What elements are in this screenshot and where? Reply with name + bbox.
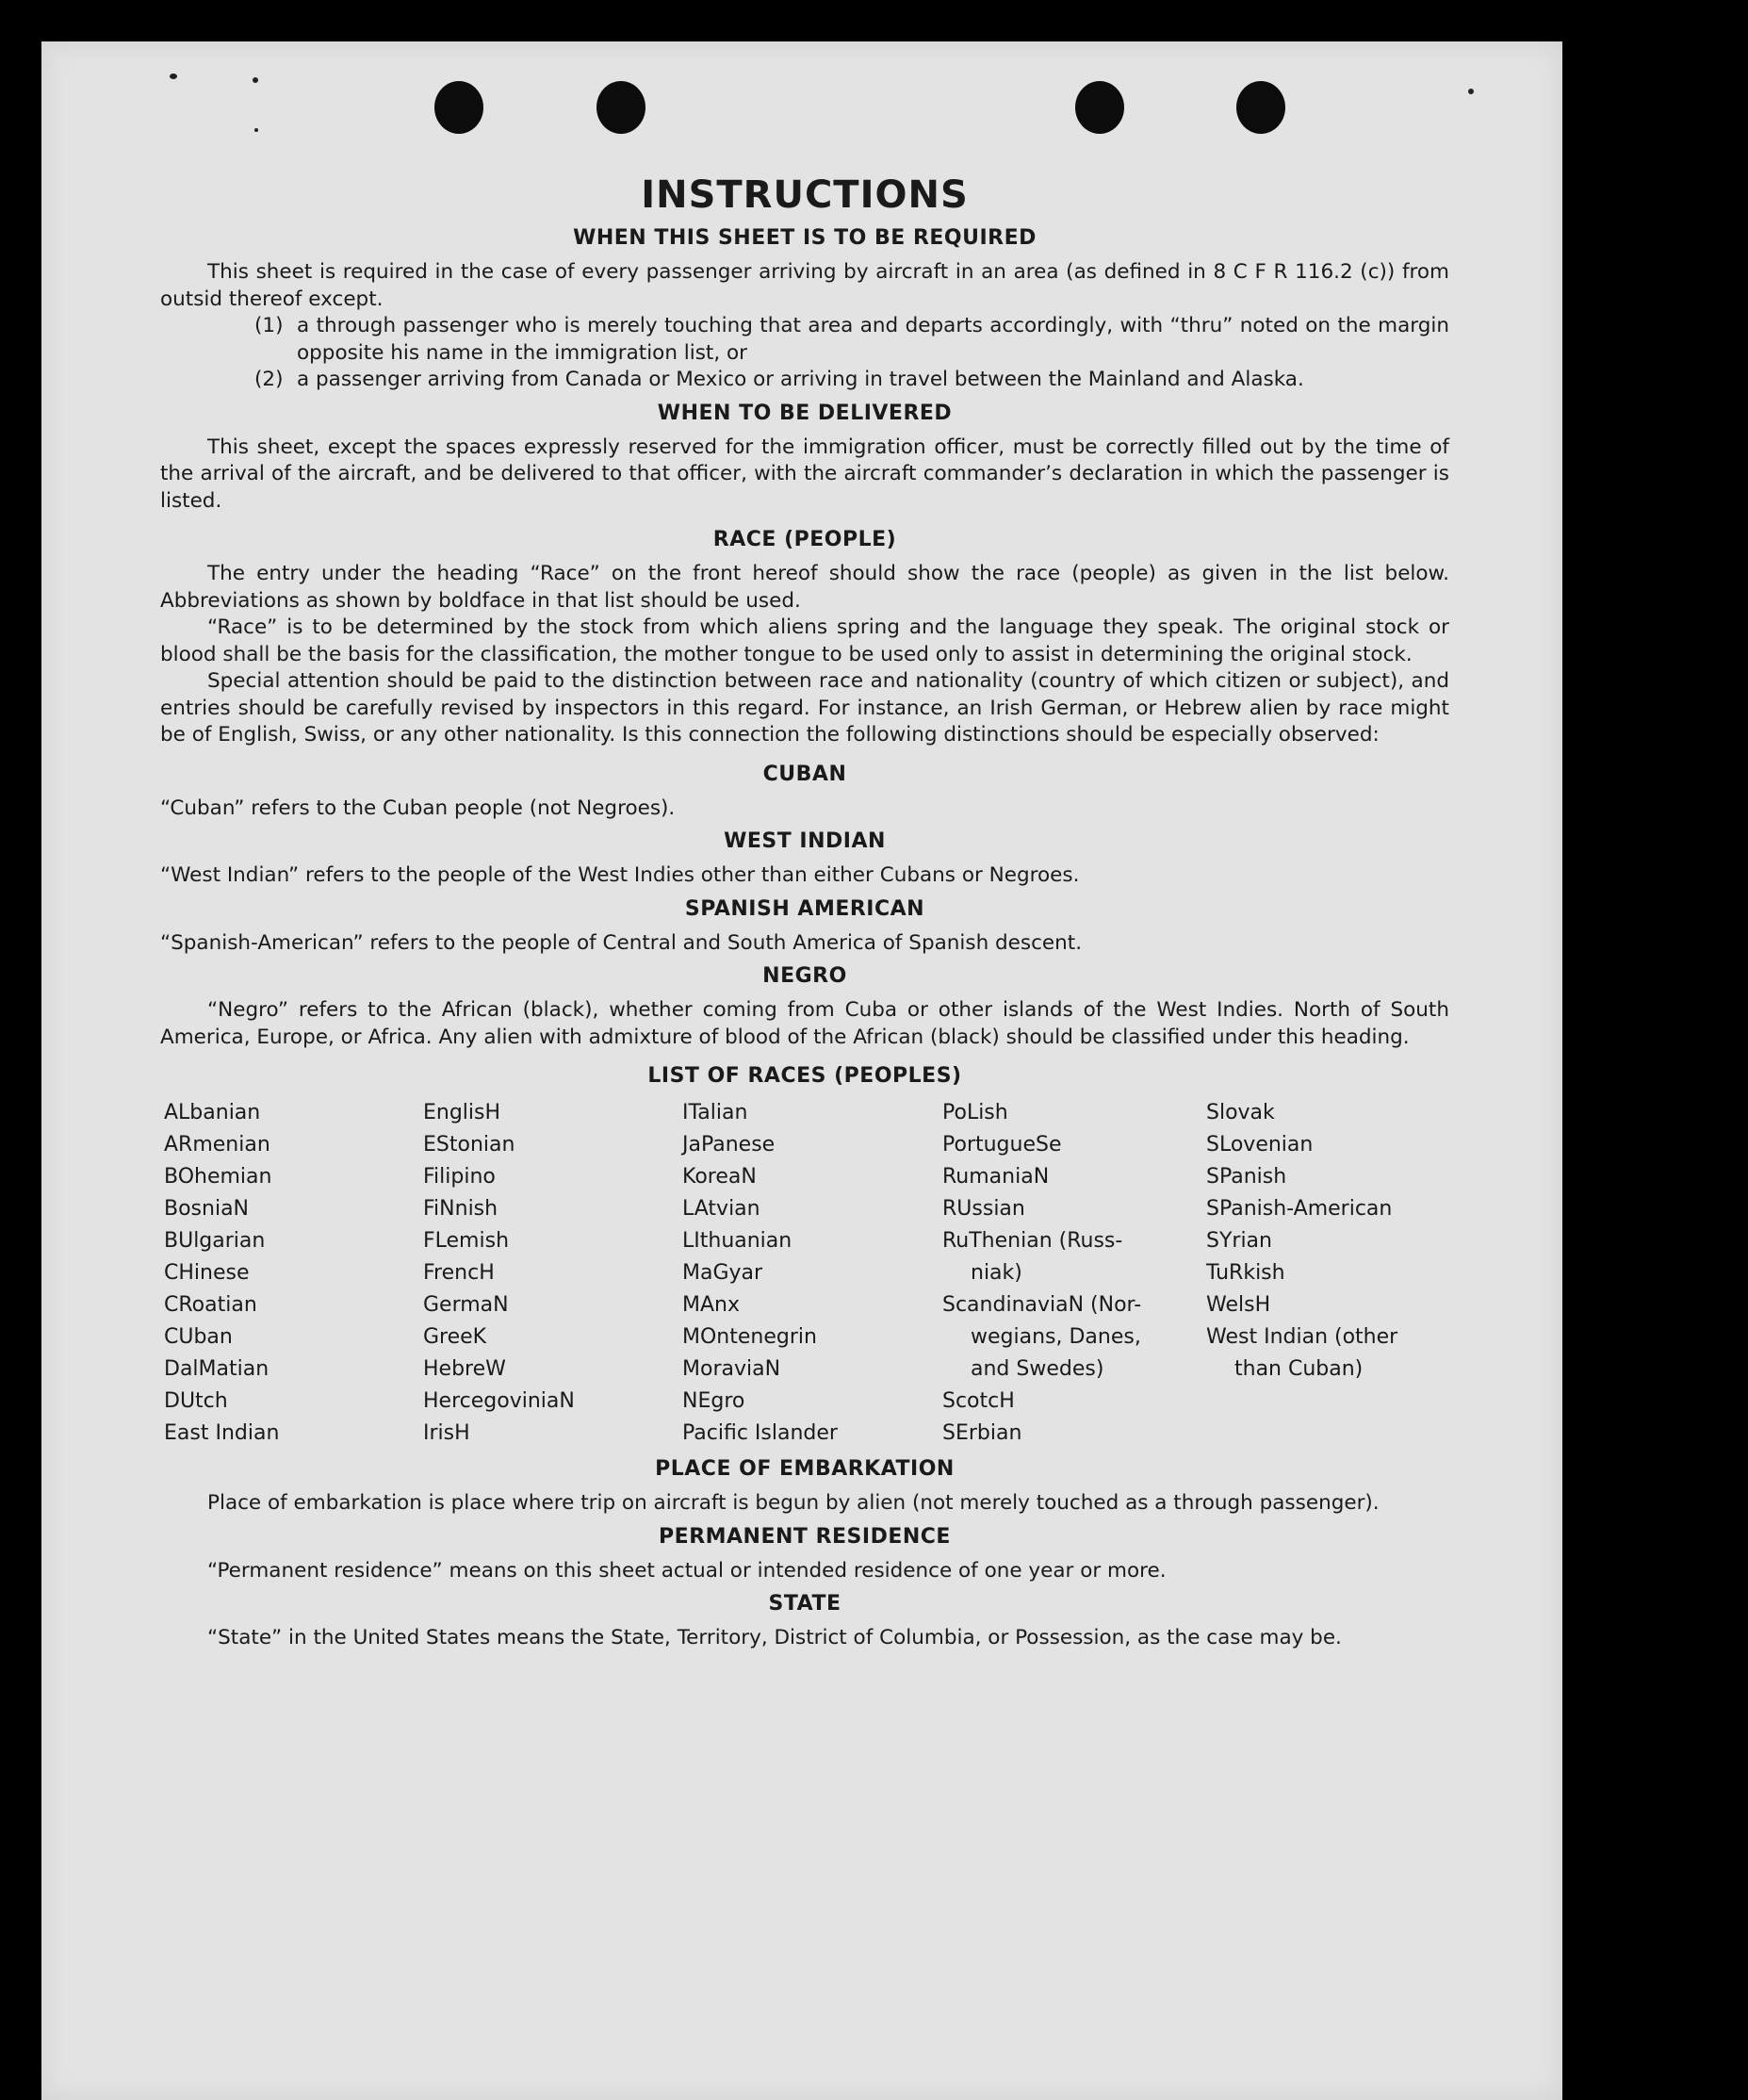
section-heading: CUBAN: [762, 762, 847, 786]
paragraph: “State” in the United States means the State, Territory, District of Columbia, or Possession, as the case may be.: [207, 1626, 1342, 1649]
race-item: SLovenian: [1206, 1133, 1314, 1157]
punch-hole: [1236, 81, 1285, 134]
race-item: SYrian: [1206, 1229, 1272, 1253]
race-item: FrencH: [423, 1261, 495, 1285]
paragraph: This sheet, except the spaces expressly reserved for the immigration officer, must be correctly filled out by the time of the arrival of the aircraft, and be delivered to that officer, with the aircraft commander’s declaration in which the passenger is listed.: [160, 435, 1449, 513]
section-heading: WHEN TO BE DELIVERED: [657, 401, 953, 425]
race-item: EStonian: [423, 1133, 515, 1157]
race-item: CHinese: [164, 1261, 250, 1285]
ink-speck: [1468, 89, 1474, 94]
race-item: PoLish: [942, 1101, 1008, 1124]
race-item: ScotcH: [942, 1389, 1015, 1413]
item-number: (2): [254, 368, 284, 391]
item-number: (1): [254, 314, 284, 337]
race-item: HercegoviniaN: [423, 1389, 575, 1413]
section-heading: PLACE OF EMBARKATION: [655, 1457, 955, 1481]
race-item: WelsH: [1206, 1293, 1271, 1317]
instructions-content: [160, 173, 1449, 1652]
race-item: JaPanese: [682, 1133, 776, 1157]
race-list: [164, 1097, 1449, 1450]
race-item: ARmenian: [164, 1133, 270, 1157]
punch-hole: [596, 81, 645, 134]
race-column: [1206, 1097, 1461, 1450]
race-item: MOntenegrin: [682, 1325, 817, 1349]
race-item: BosniaN: [164, 1197, 250, 1221]
race-item: HebreW: [423, 1357, 506, 1381]
race-item: BUlgarian: [164, 1229, 266, 1253]
race-item: niak): [971, 1261, 1022, 1285]
race-item: than Cuban): [1234, 1357, 1364, 1381]
race-item: MaGyar: [682, 1261, 763, 1285]
race-item: West Indian (other: [1206, 1325, 1398, 1349]
paragraph: “Permanent residence” means on this sheet actual or intended residence of one year or more.: [207, 1558, 1167, 1583]
race-item: PortugueSe: [942, 1133, 1062, 1157]
race-item: IrisH: [423, 1421, 470, 1445]
list-item: [254, 313, 1449, 367]
race-item: LAtvian: [682, 1197, 760, 1221]
punch-hole: [434, 81, 483, 134]
section-heading: WHEN THIS SHEET IS TO BE REQUIRED: [573, 226, 1037, 250]
ink-speck: [170, 74, 177, 79]
item-text: a through passenger who is merely touching that area and departs accordingly, with “thru” noted on the margin opposite his name in the immigration list, or: [297, 314, 1449, 365]
list-item: [254, 367, 1449, 394]
race-item: KoreaN: [682, 1165, 757, 1189]
page-title: INSTRUCTIONS: [641, 173, 969, 217]
race-column: [423, 1097, 682, 1450]
race-item: FiNnish: [423, 1197, 498, 1221]
race-item: wegians, Danes,: [971, 1325, 1141, 1349]
section-heading: WEST INDIAN: [724, 829, 886, 853]
race-item: Filipino: [423, 1165, 496, 1189]
paragraph: “Race” is to be determined by the stock from which aliens spring and the language they speak. The original stock or blood shall be the basis for the classification, the mother tongue to be used only to assist in determining the original stock.: [160, 615, 1449, 666]
section-heading: RACE (PEOPLE): [712, 528, 897, 551]
race-item: DUtch: [164, 1389, 228, 1413]
race-item: GreeK: [423, 1325, 487, 1349]
race-item: CUban: [164, 1325, 233, 1349]
race-item: MoraviaN: [682, 1357, 781, 1381]
section-heading: PERMANENT RESIDENCE: [659, 1524, 951, 1549]
race-column: [942, 1097, 1206, 1450]
race-item: GermaN: [423, 1293, 509, 1317]
punch-hole: [1075, 81, 1124, 134]
race-item: Slovak: [1206, 1101, 1275, 1124]
paragraph: “Negro” refers to the African (black), whether coming from Cuba or other islands of the West Indies. North of South America, Europe, or Africa. Any alien with admixture of blood of the African (black) should be classified under this heading.: [160, 998, 1449, 1049]
race-item: SPanish-American: [1206, 1197, 1393, 1221]
race-item: ITalian: [682, 1101, 748, 1124]
race-item: SPanish: [1206, 1165, 1287, 1189]
paragraph: “West Indian” refers to the people of the West Indies other than either Cubans or Negroes.: [160, 863, 1080, 887]
section-heading: LIST OF RACES (PEOPLES): [647, 1064, 962, 1088]
race-item: SErbian: [942, 1421, 1022, 1445]
race-item: LIthuanian: [682, 1229, 792, 1253]
race-item: BOhemian: [164, 1165, 272, 1189]
item-text: a passenger arriving from Canada or Mexico or arriving in travel between the Mainland and Alaska.: [297, 368, 1304, 391]
race-item: East Indian: [164, 1421, 280, 1445]
race-item: DalMatian: [164, 1357, 270, 1381]
race-item: Pacific Islander: [682, 1421, 838, 1445]
race-item: RuThenian (Russ-: [942, 1229, 1123, 1253]
race-item: RUssian: [942, 1197, 1025, 1221]
race-column: [164, 1097, 423, 1450]
race-item: MAnx: [682, 1293, 740, 1317]
document-sheet: [41, 41, 1562, 2100]
ink-speck: [253, 77, 258, 83]
section-heading: NEGRO: [762, 964, 847, 988]
race-column: [682, 1097, 942, 1450]
section-heading: SPANISH AMERICAN: [684, 896, 925, 921]
race-item: ALbanian: [164, 1101, 261, 1124]
race-item: and Swedes): [971, 1357, 1104, 1381]
race-item: ScandinaviaN (Nor-: [942, 1293, 1142, 1317]
paragraph: This sheet is required in the case of every passenger arriving by aircraft in an area (as defined in 8 C F R 116.2 (c)) from outsid thereof except.: [160, 260, 1449, 311]
race-item: EnglisH: [423, 1101, 501, 1124]
paragraph: The entry under the heading “Race” on the front hereof should show the race (people) as given in the list below. Abbreviations as shown by boldface in that list should be used.: [160, 562, 1449, 613]
section-heading: STATE: [768, 1592, 841, 1616]
race-item: RumaniaN: [942, 1165, 1050, 1189]
race-item: CRoatian: [164, 1293, 257, 1317]
paragraph: Place of embarkation is place where trip on aircraft is begun by alien (not merely touched as a through passenger).: [207, 1491, 1380, 1515]
paragraph: “Spanish-American” refers to the people of Central and South America of Spanish descent.: [160, 930, 1083, 955]
paragraph: “Cuban” refers to the Cuban people (not Negroes).: [160, 796, 676, 820]
race-item: TuRkish: [1206, 1261, 1285, 1285]
ink-speck: [254, 128, 258, 132]
race-item: FLemish: [423, 1229, 510, 1253]
paragraph: Special attention should be paid to the distinction between race and nationality (country of which citizen or subject), and entries should be carefully revised by inspectors in this regard. For instance, an Irish German, or Hebrew alien by race might be of English, Swiss, or any other nationality. Is this connection the following distinctions should be especially observed:: [160, 669, 1449, 746]
race-item: NEgro: [682, 1389, 745, 1413]
